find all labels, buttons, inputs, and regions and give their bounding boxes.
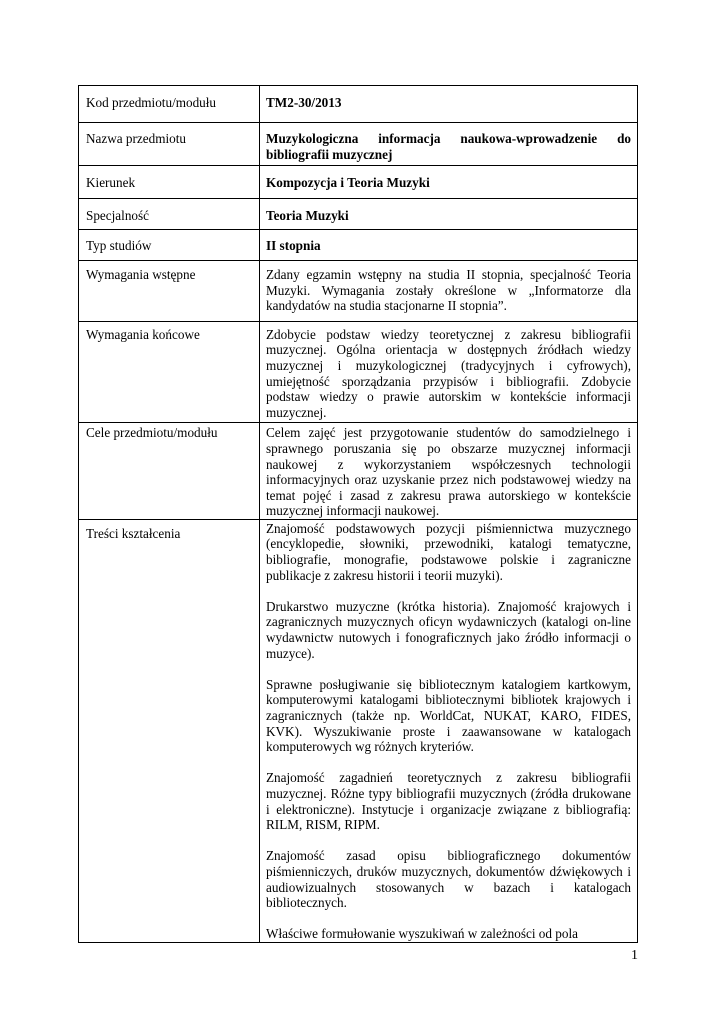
content-paragraph: Znajomość zasad opisu bibliograficznego dokumentów piśmienniczych, druków muzycznych, dokumentów dźwiękowych i audiowizualnych stosowanych w bazach i katalogach bibliotecznych.	[266, 848, 631, 911]
table-row	[79, 260, 638, 321]
table-row	[79, 423, 638, 520]
course-info-table	[78, 85, 638, 943]
prerequisites-value: Zdany egzamin wstępny na studia II stopnia, specjalność Teoria Muzyki. Wymagania zostały określone w „Informatorze dla kandydatów na studia stacjonarne II stopnia”.	[260, 260, 638, 321]
content-value	[260, 519, 638, 942]
course-code-label: Kod przedmiotu/modułu	[79, 86, 260, 123]
content-paragraph: Właściwe formułowanie wyszukiwań w zależności od pola	[266, 926, 578, 942]
table-row	[79, 230, 638, 261]
table-row	[79, 321, 638, 423]
content-paragraph: Znajomość podstawowych pozycji piśmiennictwa muzycznego (encyklopedie, słowniki, przewodniki, katalogi tematyczne, bibliografie, monografie, podstawowe polskie i zagraniczne publikacje z zakresu historii i teorii muzyki).	[266, 520, 631, 583]
table-row	[79, 166, 638, 199]
page-number: 1	[631, 948, 638, 963]
specialty-value: Teoria Muzyki	[260, 198, 638, 230]
specialty-label: Specjalność	[79, 198, 260, 230]
final-requirements-label: Wymagania końcowe	[79, 321, 260, 423]
content-paragraph: Sprawne posługiwanie się bibliotecznym katalogiem kartkowym, komputerowymi katalogami bibliotecznymi bibliotek krajowych i zagranicznych (także np. WorldCat, NUKAT, KARO, FIDES, KVK). Wyszukiwanie proste i zaawansowane w katalogach komputerowych wg różnych kryteriów.	[266, 676, 631, 755]
table-row	[79, 86, 638, 123]
course-code-value: TM2-30/2013	[260, 86, 638, 123]
course-name-label: Nazwa przedmiotu	[79, 123, 260, 166]
direction-label: Kierunek	[79, 166, 260, 199]
goals-value: Celem zajęć jest przygotowanie studentów do samodzielnego i sprawnego poruszania się po obszarze muzycznej informacji naukowej z wykorzystaniem współczesnych technologii informacyjnych oraz uzyskanie przez nich podstawowej wiedzy na temat pojęć i zasad z zakresu prawa autorskiego w kontekście muzycznej informacji naukowej.	[260, 423, 638, 520]
prerequisites-label: Wymagania wstępne	[79, 260, 260, 321]
table-row	[79, 198, 638, 230]
study-type-value: II stopnia	[260, 230, 638, 261]
content-label: Treści kształcenia	[79, 519, 260, 942]
table-row	[79, 123, 638, 166]
content-paragraph: Drukarstwo muzyczne (krótka historia). Znajomość krajowych i zagranicznych muzycznych oficyn wydawniczych (katalogi on-line wydawnictw nutowych i fonograficznych jako źródło informacji o muzyce).	[266, 598, 631, 661]
study-type-label: Typ studiów	[79, 230, 260, 261]
content-paragraph: Znajomość zagadnień teoretycznych z zakresu bibliografii muzycznej. Różne typy bibliografii muzycznych (źródła drukowane i elektroniczne). Instytucje i organizacje związane z bibliografią: RILM, RISM, RIPM.	[266, 770, 631, 833]
table-row	[79, 519, 638, 942]
goals-label: Cele przedmiotu/modułu	[79, 423, 260, 520]
direction-value: Kompozycja i Teoria Muzyki	[260, 166, 638, 199]
course-name-value: Muzykologiczna informacja naukowa-wprowadzenie do bibliografii muzycznej	[260, 123, 638, 166]
final-requirements-value: Zdobycie podstaw wiedzy teoretycznej z zakresu bibliografii muzycznej. Ogólna orientacja w dostępnych źródłach wiedzy muzycznej i muzykologicznej (tradycyjnych i cyfrowych), umiejętność sporządzania przypisów i bibliografii. Zdobycie podstaw wiedzy o prawie autorskim w kontekście informacji muzycznej.	[260, 321, 638, 423]
